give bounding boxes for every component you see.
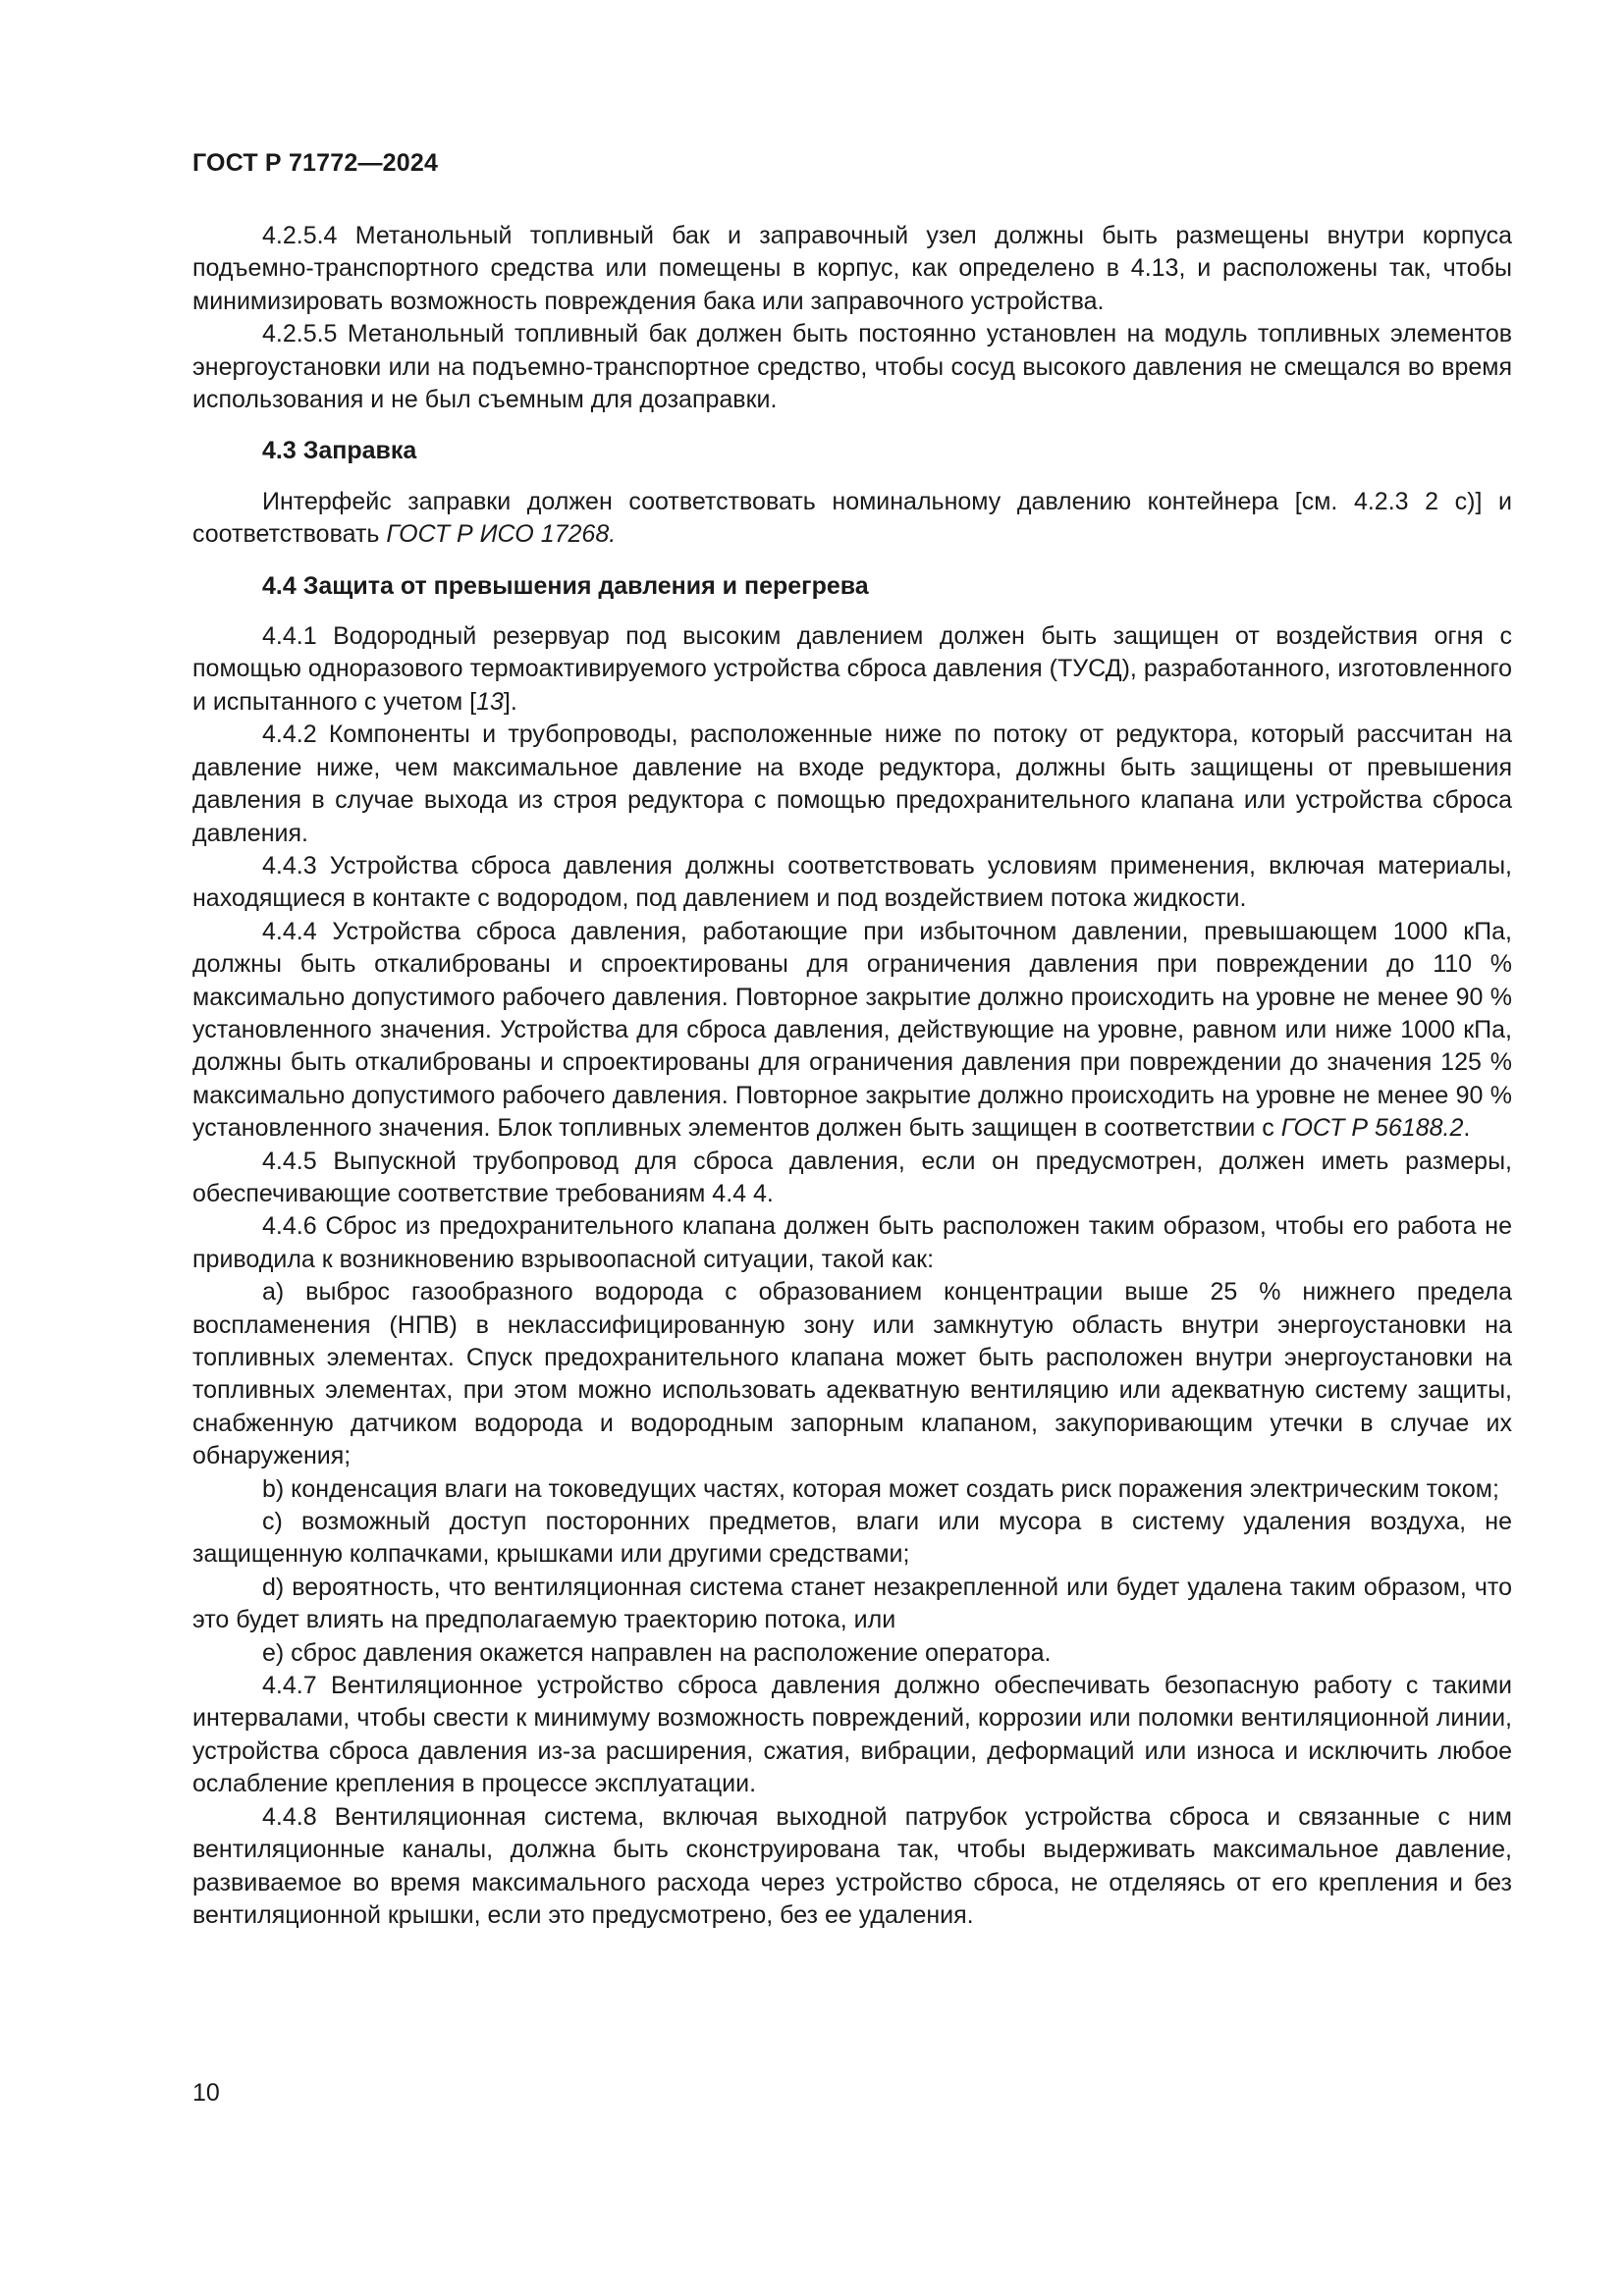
- paragraph-4-4-5: 4.4.5 Выпускной трубопровод для сброса давления, если он предусмотрен, должен иметь размеры, обеспечивающие соответствие требованиям 4.4 4.: [192, 1147, 1512, 1207]
- paragraph-4-2-5-5: 4.2.5.5 Метанольный топливный бак должен быть постоянно установлен на модуль топливных элементов энергоустановки или на подъемно-транспортное средство, чтобы сосуд высокого давления не смещался во время использования и не был съемным для дозаправки.: [192, 320, 1512, 414]
- list-item-e: e) сброс давления окажется направлен на расположение оператора.: [262, 1638, 1052, 1667]
- section-heading-4-3: 4.3 Заправка: [262, 437, 417, 465]
- list-item-d: d) вероятность, что вентиляционная система станет незакрепленной или будет удалена таким образом, что это будет влиять на предполагаемую траекторию потока, или: [192, 1573, 1512, 1634]
- page-header: ГОСТ Р 71772—2024: [192, 149, 439, 177]
- paragraph-4-3-text: Интерфейс заправки должен соответствовать номинальному давлению контейнера [см. 4.2.3 2 с)] и соответствовать: [192, 487, 1512, 549]
- bibliography-reference: 13: [476, 687, 504, 716]
- paragraph-4-4-7: 4.4.7 Вентиляционное устройство сброса давления должно обеспечивать безопасную работу с такими интервалами, чтобы свести к минимуму возможность повреждений, коррозии или поломки вентиляционной линии, устройства сброса давления из-за расширения, сжатия, вибрации, деформаций или износа и исключить любое ослабление крепления в процессе эксплуатации.: [192, 1672, 1512, 1798]
- paragraph-4-4-4-text: 4.4.4 Устройства сброса давления, работающие при избыточном давлении, превышающем 1000 кПа, должны быть откалиброваны и спроектированы для ограничения давления при повреждении до 110 % максимально допустимого рабочего давления. Повторное закрытие должно происходить на уровне не менее 90 % установленного значения. Устройства для сброса давления, действующие на уровне, равном или ниже 1000 кПа, должны быть откалиброваны и спроектированы для ограничения давления при повреждении до значения 125 % максимально допустимого рабочего давления. Повторное закрытие должно происходить на уровне не менее 90 % установленного значения. Блок топливных элементов должен быть защищен в соответствии с: [192, 917, 1512, 1143]
- standard-reference: ГОСТ Р 56188.2: [1280, 1114, 1464, 1143]
- list-item-a: a) выброс газообразного водорода с образованием концентрации выше 25 % нижнего предела воспламенения (НПВ) в неклассифицированную зону или замкнутую область внутри энергоустановки на топливных элементах. Спуск предохранительного клапана может быть расположен внутри энергоустановки на топливных элементах, при этом можно использовать адекватную вентиляцию или адекватную систему защиты, снабженную датчиком водорода и водородным запорным клапаном, закупоривающим утечки в случае их обнаружения;: [192, 1278, 1512, 1470]
- paragraph-4-4-8: 4.4.8 Вентиляционная система, включая выходной патрубок устройства сброса и связанные с ним вентиляционные каналы, должна быть сконструирована так, чтобы выдерживать максимальное давление, развиваемое во время максимального расхода через устройство сброса, не отделяясь от его крепления и без вентиляционной крышки, если это предусмотрено, без ее удаления.: [192, 1802, 1512, 1929]
- paragraph-4-4-4-end: .: [1463, 1114, 1471, 1143]
- list-item-b: b) конденсация влаги на токоведущих частях, которая может создать риск поражения электрическим током;: [262, 1474, 1499, 1503]
- page-number: 10: [192, 2079, 220, 2107]
- paragraph-4-4-3: 4.4.3 Устройства сброса давления должны соответствовать условиям применения, включая материалы, находящиеся в контакте с водородом, под давлением и под воздействием потока жидкости.: [192, 851, 1512, 913]
- paragraph-4-4-6: 4.4.6 Сброс из предохранительного клапана должен быть расположен таким образом, чтобы его работа не приводила к возникновению взрывоопасной ситуации, такой как:: [192, 1212, 1512, 1273]
- paragraph-4-4-1: [192, 620, 1512, 719]
- document-body: [192, 220, 1512, 1932]
- standard-reference: ГОСТ Р ИСО 17268.: [386, 520, 617, 549]
- paragraph-4-2-5-4: 4.2.5.4 Метанольный топливный бак и заправочный узел должны быть размещены внутри корпуса подъемно-транспортного средства или помещены в корпус, как определено в 4.13, и расположены так, чтобы минимизировать возможность повреждения бака или заправочного устройства.: [192, 222, 1512, 315]
- paragraph-4-3: [192, 486, 1512, 552]
- list-item-c: c) возможный доступ посторонних предметов, влаги или мусора в систему удаления воздуха, не защищенную колпачками, крышками или другими средствами;: [192, 1508, 1512, 1569]
- paragraph-4-4-1-text: 4.4.1 Водородный резервуар под высоким давлением должен быть защищен от воздействия огня с помощью одноразового термоактивируемого устройства сброса давления (ТУСД), разработанного, изготовленного и испытанного с учетом [: [192, 622, 1512, 716]
- paragraph-4-4-1-end: ].: [503, 687, 517, 716]
- paragraph-4-4-4: [192, 916, 1512, 1146]
- section-heading-4-4: 4.4 Защита от превышения давления и перегрева: [262, 571, 869, 600]
- paragraph-4-4-2: 4.4.2 Компоненты и трубопроводы, расположенные ниже по потоку от редуктора, который рассчитан на давление ниже, чем максимальное давление на входе редуктора, должны быть защищены от превышения давления в случае выхода из строя редуктора с помощью предохранительного клапана или устройства сброса давления.: [192, 721, 1512, 847]
